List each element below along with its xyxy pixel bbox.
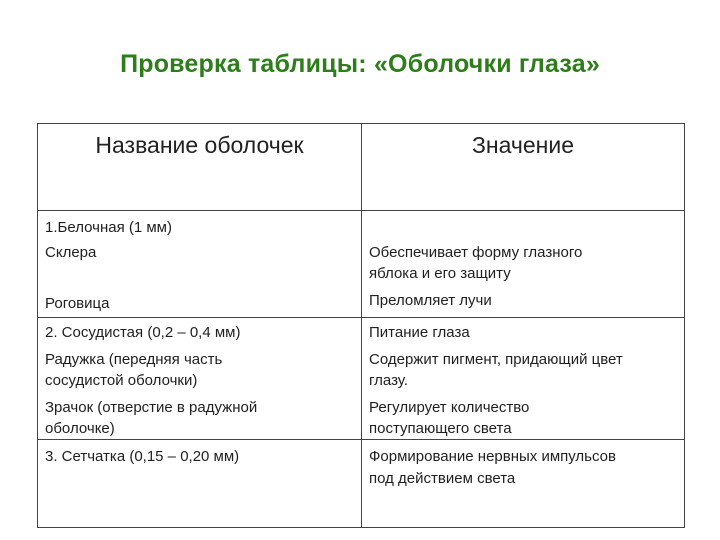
row2-right-line4: Регулирует количество — [369, 399, 530, 416]
row2-left-line3: сосудистой оболочки) — [45, 372, 198, 389]
header-row-divider — [38, 210, 684, 211]
row2-right-line5: поступающего света — [369, 420, 512, 437]
row3-left-line1: 3. Сетчатка (0,15 – 0,20 мм) — [45, 448, 240, 465]
row1-right-line2: яблока и его защиту — [369, 265, 511, 282]
eye-layers-table — [37, 123, 685, 528]
header-layer-name: Название оболочек — [95, 132, 304, 158]
row2-right-line3: глазу. — [369, 372, 408, 389]
row2-right-line2: Содержит пигмент, придающий цвет — [369, 351, 623, 368]
page-title: Проверка таблицы: «Оболочки глаза» — [120, 50, 600, 78]
row2-right-line1: Питание глаза — [369, 324, 470, 341]
row2-left-line4: Зрачок (отверстие в радужной — [45, 399, 258, 416]
row1-left-line1: 1.Белочная (1 мм) — [45, 219, 172, 236]
row1-left-line3: Роговица — [45, 295, 110, 312]
row1-right-line3: Преломляет лучи — [369, 292, 492, 309]
row1-right-line1: Обеспечивает форму глазного — [369, 244, 583, 261]
row2-left-line2: Радужка (передняя часть — [45, 351, 223, 368]
row1-left-line2: Склера — [45, 244, 97, 261]
column-divider — [361, 124, 362, 527]
row3-right-line2: под действием света — [369, 470, 516, 487]
row3-right-line1: Формирование нервных импульсов — [369, 448, 616, 465]
row-divider-2 — [38, 439, 684, 440]
row-divider-1 — [38, 317, 684, 318]
row2-left-line5: оболочке) — [45, 420, 115, 437]
header-meaning: Значение — [472, 132, 574, 158]
row2-left-line1: 2. Сосудистая (0,2 – 0,4 мм) — [45, 324, 241, 341]
